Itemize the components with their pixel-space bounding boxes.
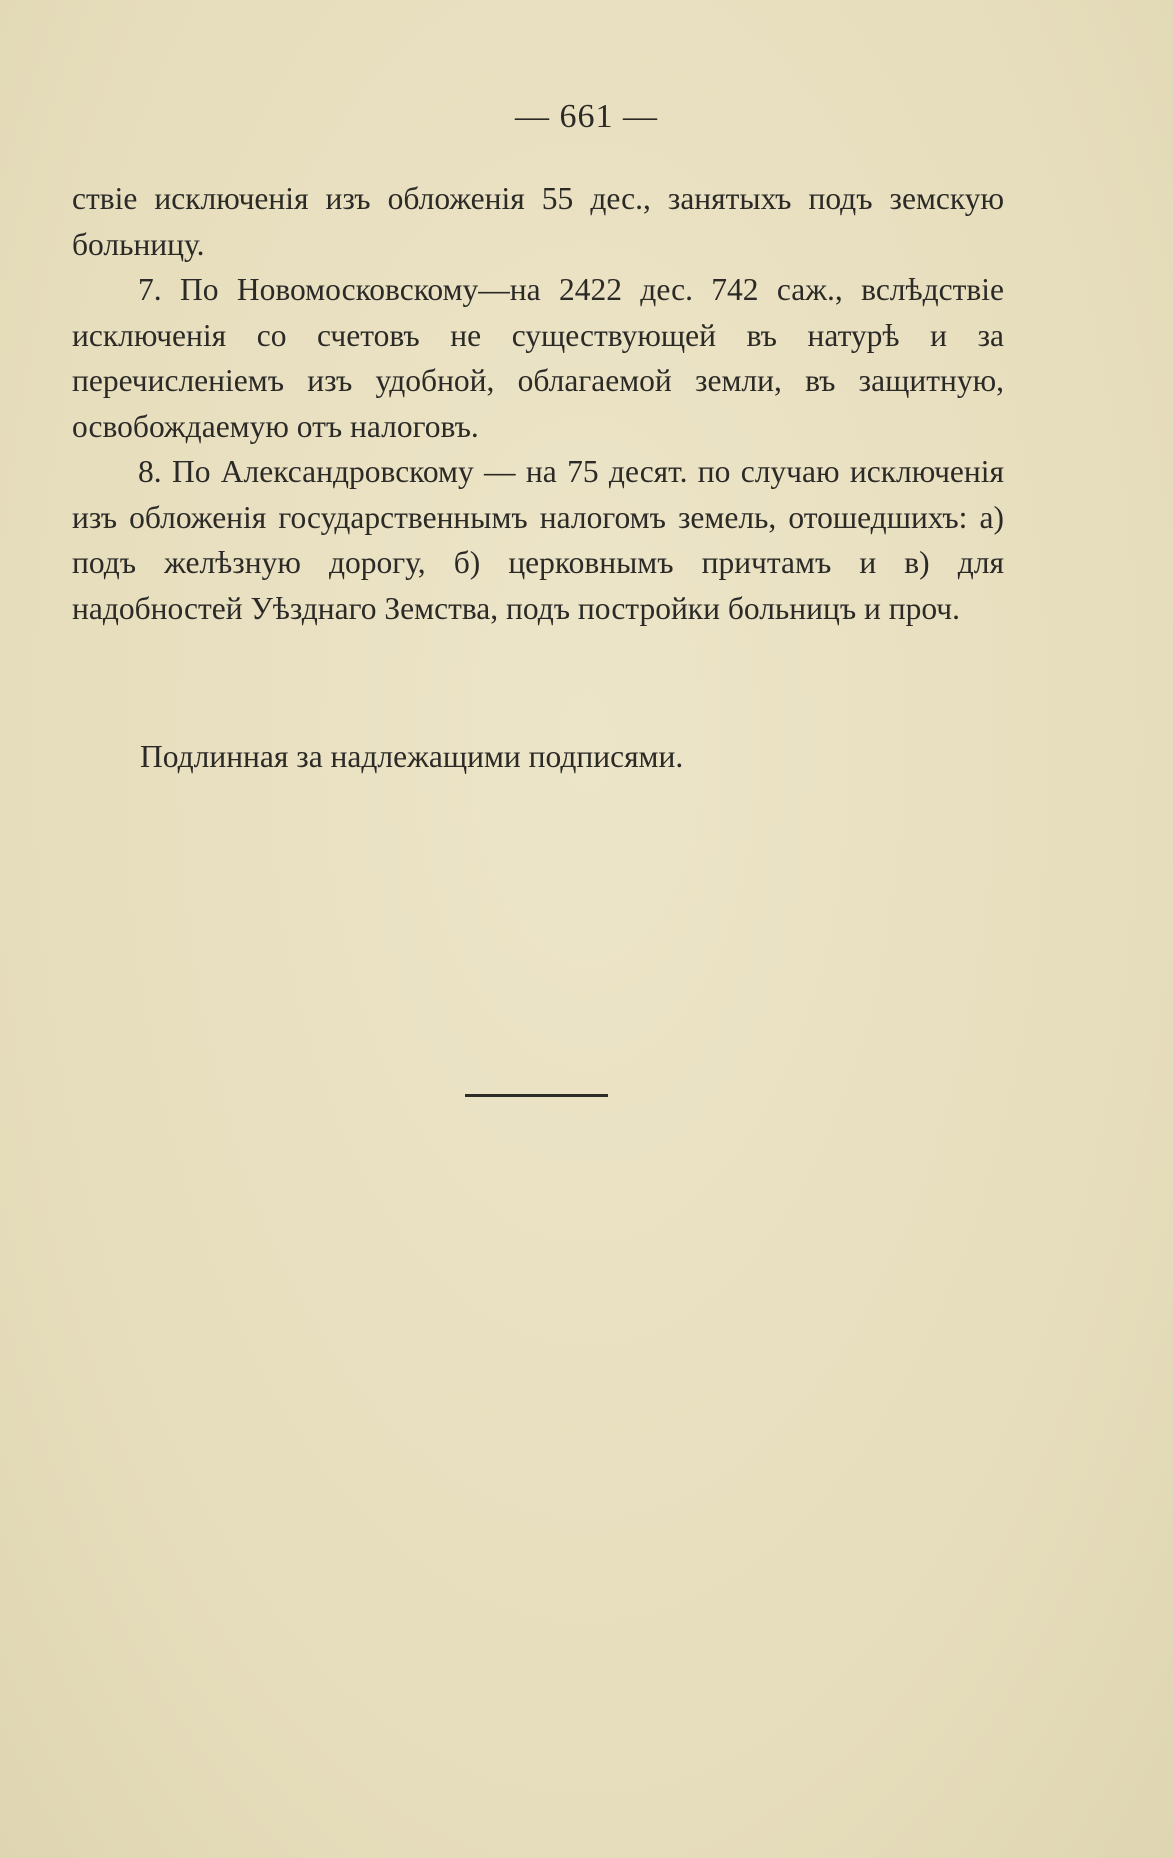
page-number: — 661 — [515,98,658,135]
paragraph-item-7: 7. По Новомосковскому—на 2422 дес. 742 саж., вслѣдствіе исключенія со счетовъ не существующей въ натурѣ и за перечисленіемъ изъ удобной, облагаемой земли, въ защитную, освобождаемую отъ налоговъ. [72,272,1004,444]
paragraph-continuation: ствіе исключенія изъ обложенія 55 дес., занятыхъ подъ земскую больницу. [72,181,1004,262]
divider-rule [465,1094,608,1097]
paragraph-item-8: 8. По Александровскому — на 75 десят. по случаю исключенія изъ обложенія государственнымъ налогомъ земель, отошедшихъ: а) подъ желѣзную дорогу, б) церковнымъ причтамъ и в) для надобностей Уѣзднаго Земства, подъ постройки больницъ и проч. [72,454,1004,626]
body-text [72,176,1004,631]
signature-note: Подлинная за надлежащими подписями. [140,739,684,774]
